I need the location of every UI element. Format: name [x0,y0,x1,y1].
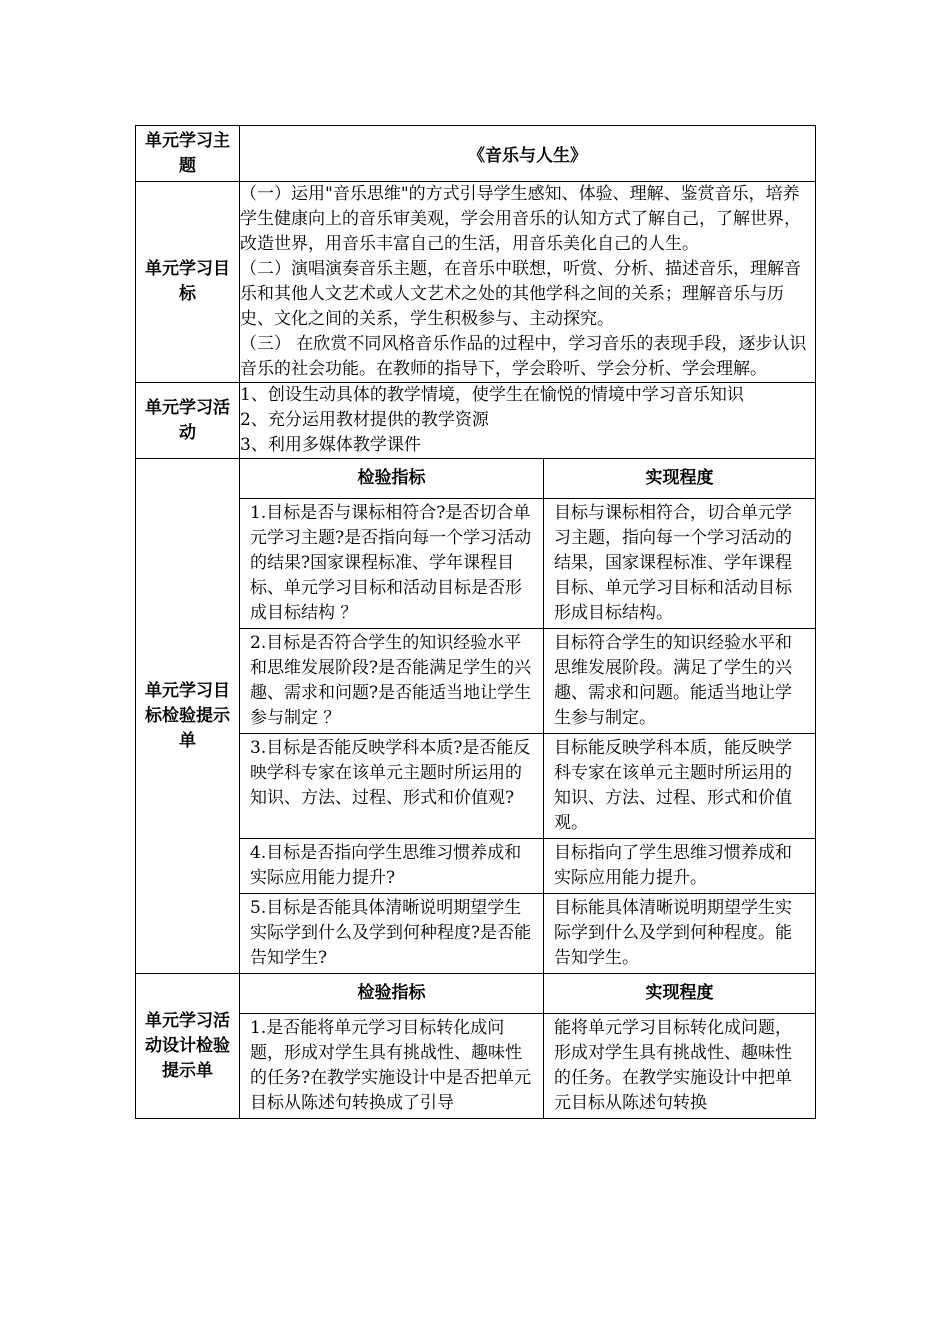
activity-item: 1、创设生动具体的教学情境，使学生在愉悦的情境中学习音乐知识 [240,385,744,405]
activities-row [136,383,816,459]
indicator-cell: 5.目标是否能具体清晰说明期望学生实际学到什么及学到何种程度?是否能告知学生? [240,894,544,974]
theme-title: 《音乐与人生》 [468,146,587,166]
activity-check-table [240,974,815,1118]
goals-content [240,182,816,383]
goal-paragraph: （一）运用"音乐思维"的方式引导学生感知、体验、理解、鉴赏音乐，培养学生健康向上的音乐审美观，学会用音乐的认知方式了解自己，了解世界，改造世界，用音乐丰富自己的生活，用音乐美化自己的人生。 [240,184,801,254]
indicator-cell: 3.目标是否能反映学科本质?是否能反映学科专家在该单元主题时所运用的知识、方法、过程、形式和价值观? [240,734,544,839]
degree-cell: 能将单元学习目标转化成问题，形成对学生具有挑战性、趣味性的任务。在教学实施设计中把单元目标从陈述句转换 [554,1018,792,1113]
table-row [240,894,815,974]
degree-cell: 目标与课标相符合，切合单元学习主题，指向每一个学习活动的结果，国家课程标准、学年课程目标、单元学习目标和活动目标形成目标结构。 [544,499,816,629]
activity-check-label: 单元学习活动设计检验提示单 [145,1010,230,1081]
indicator-cell: 1.是否能将单元学习目标转化成问题，形成对学生具有挑战性、趣味性的任务?在教学实施设计中是否把单元目标从陈述句转换成了引导 [240,1014,544,1119]
table-row [240,734,815,839]
activity-check-content [240,974,816,1119]
goal-paragraph: （三） 在欣赏不同风格音乐作品的过程中，学习音乐的表现手段，逐步认识音乐的社会功能。在教师的指导下，学会聆听、学会分析、学会理解。 [240,334,807,379]
degree-cell: 目标符合学生的知识经验水平和思维发展阶段。满足了学生的兴趣、需求和问题。能适当地让学生参与制定。 [544,629,816,734]
activity-check-row [136,974,816,1119]
unit-plan-table [135,125,816,1119]
goals-label-cell [136,182,240,383]
theme-label: 单元学习主题 [145,130,230,176]
activities-label-cell [136,383,240,459]
theme-label-cell [136,126,240,182]
activity-check-label-cell [136,974,240,1119]
goal-check-label: 单元学习目标检验提示单 [145,680,230,751]
indicator-cell: 4.目标是否指向学生思维习惯养成和实际应用能力提升? [240,839,544,894]
goal-check-row [136,459,816,974]
table-row [240,629,815,734]
table-row [240,499,815,629]
goals-label: 单元学习目标 [145,259,230,304]
column-header: 检验指标 [240,974,544,1014]
table-row [240,1014,815,1119]
goal-check-label-cell [136,459,240,974]
theme-row [136,126,816,182]
degree-cell: 目标能反映学科本质，能反映学科专家在该单元主题时所运用的知识、方法、过程、形式和价值观。 [544,734,816,839]
activity-item: 3、利用多媒体教学课件 [240,435,421,455]
column-header: 检验指标 [240,459,544,499]
activities-content [240,383,816,459]
activity-check-header [240,974,815,1014]
goal-check-header [240,459,815,499]
goal-check-content [240,459,816,974]
activity-item: 2、充分运用教材提供的教学资源 [240,410,489,430]
activities-label: 单元学习活动 [145,397,230,443]
indicator-cell: 2.目标是否符合学生的知识经验水平和思维发展阶段?是否能满足学生的兴趣、需求和问题?是否能适当地让学生参与制定 ？ [240,629,544,734]
indicator-cell: 1.目标是否与课标相符合?是否切合单元学习主题?是否指向每一个学习活动的结果?国家课程标准、学年课程目标、单元学习目标和活动目标是否形成目标结构 ？ [240,499,544,629]
goal-paragraph: （二）演唱演奏音乐主题，在音乐中联想，听赏、分析、描述音乐，理解音乐和其他人文艺术或人文艺术之处的其他学科之间的关系；理解音乐与历史、文化之间的关系，学生积极参与、主动探究。 [240,259,801,329]
column-header: 实现程度 [544,974,816,1014]
column-header: 实现程度 [544,459,816,499]
table-row [240,839,815,894]
degree-cell: 目标指向了学生思维习惯养成和实际应用能力提升。 [544,839,816,894]
goals-row [136,182,816,383]
theme-value-cell [240,126,816,182]
goal-check-table [240,459,815,973]
degree-cell: 目标能具体清晰说明期望学生实际学到什么及学到何种程度。能告知学生。 [554,898,792,968]
